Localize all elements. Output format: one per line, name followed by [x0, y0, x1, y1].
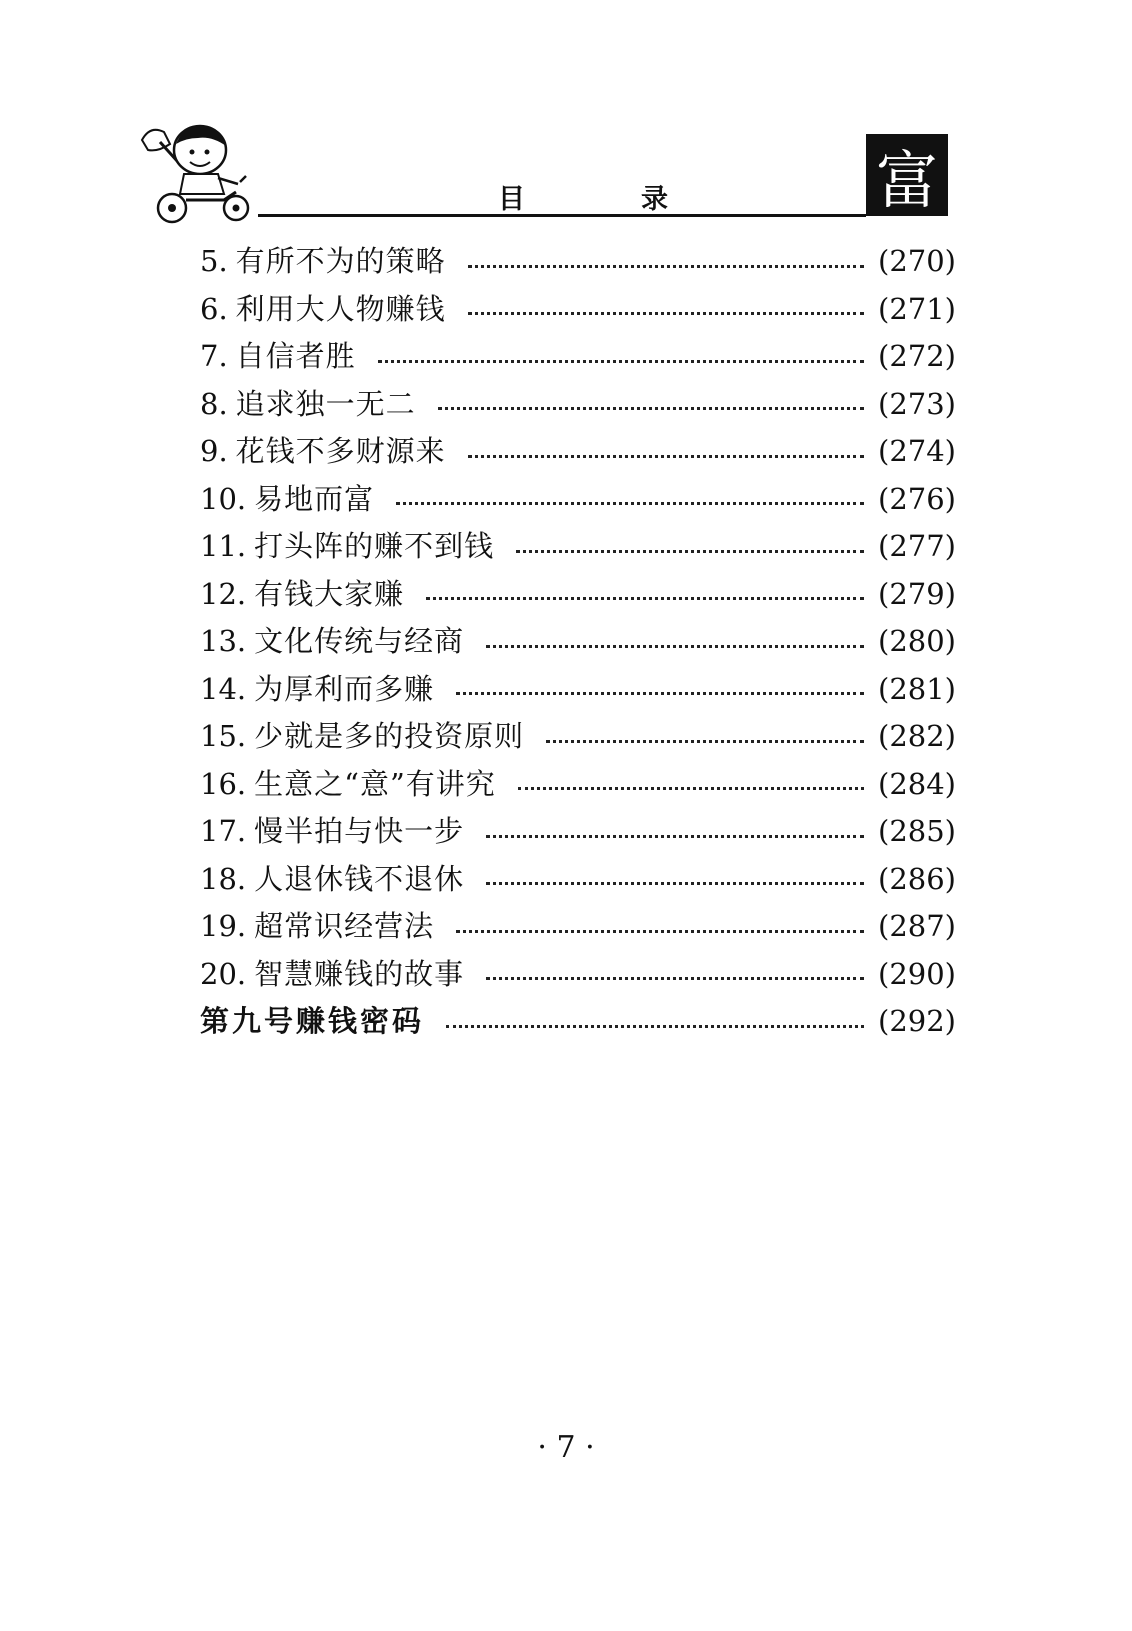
toc-entry-number: 6. — [200, 291, 228, 326]
toc-entry-page: (285) — [878, 814, 956, 849]
dot-leader — [516, 549, 864, 553]
toc-entry-number: 8. — [200, 386, 228, 421]
toc-entry[interactable] — [200, 903, 956, 951]
toc-entry-number: 14. — [200, 671, 247, 706]
toc-entry[interactable] — [200, 333, 956, 381]
toc-entry-title: 智慧赚钱的故事 — [254, 956, 465, 991]
toc-entry-title: 超常识经营法 — [254, 909, 435, 944]
dot-leader — [378, 359, 864, 363]
toc-entry-number: 5. — [200, 244, 228, 279]
toc-entry-page: (281) — [878, 671, 956, 706]
toc-entry-page: (279) — [878, 576, 956, 611]
toc-entry-label — [200, 909, 435, 944]
toc-entry-number: 18. — [200, 861, 247, 896]
toc-entry-page: (280) — [878, 624, 956, 659]
toc-entry-page: (271) — [878, 291, 956, 326]
toc-entry[interactable] — [200, 571, 956, 619]
toc-entry-title: 慢半拍与快一步 — [254, 814, 465, 849]
toc-entry-label — [200, 244, 446, 279]
toc-entry-label — [200, 624, 465, 659]
header-title-right: 录 — [641, 183, 668, 215]
toc-entry-page: (287) — [878, 909, 956, 944]
toc-entry-number: 9. — [200, 434, 228, 469]
page-number: · 7 · — [537, 1430, 595, 1465]
dot-leader — [456, 691, 864, 695]
toc-entry-label — [200, 719, 525, 754]
toc-entry-number: 15. — [200, 719, 247, 754]
toc-entry-number: 20. — [200, 956, 247, 991]
toc-entry-label — [200, 529, 495, 564]
dot-leader — [446, 1024, 864, 1028]
toc-entry-label — [200, 434, 446, 469]
dot-leader — [486, 976, 864, 980]
dot-leader — [468, 311, 864, 315]
toc-entry-title: 利用大人物赚钱 — [235, 291, 446, 326]
toc-entry-page: (272) — [878, 339, 956, 374]
dot-leader — [426, 596, 864, 600]
toc-entry[interactable] — [200, 428, 956, 476]
dot-leader — [396, 501, 864, 505]
toc-entry-page: (286) — [878, 861, 956, 896]
toc-entry-title: 人退休钱不退休 — [254, 861, 465, 896]
header-rule — [258, 214, 866, 217]
toc-entry-label — [200, 386, 416, 421]
toc-entry-title: 追求独一无二 — [235, 386, 416, 421]
toc-entry-title: 自信者胜 — [235, 339, 356, 374]
toc-entry-title: 有所不为的策略 — [235, 244, 446, 279]
toc-entry-title: 文化传统与经商 — [254, 624, 465, 659]
toc-entry-title: 有钱大家赚 — [254, 576, 405, 611]
toc-entry-label — [200, 339, 356, 374]
header-title-left: 目 — [498, 183, 525, 215]
toc-entry-title: 少就是多的投资原则 — [254, 719, 525, 754]
toc-entry-number: 7. — [200, 339, 228, 374]
toc-entry[interactable] — [200, 618, 956, 666]
toc-entry-label — [200, 1004, 425, 1039]
toc-entry[interactable] — [200, 856, 956, 904]
toc-entry[interactable] — [200, 761, 956, 809]
corner-badge — [866, 134, 948, 216]
cartoon-boy-on-tricycle-icon — [140, 120, 260, 225]
dot-leader — [486, 834, 864, 838]
toc-entry-label — [200, 291, 446, 326]
page-header — [0, 0, 1132, 230]
toc-entry-number: 17. — [200, 814, 247, 849]
toc-entry[interactable] — [200, 713, 956, 761]
toc-entry-label — [200, 576, 405, 611]
dot-leader — [456, 929, 864, 933]
toc-entry-number: 16. — [200, 766, 247, 801]
toc-entry-page: (274) — [878, 434, 956, 469]
table-of-contents — [200, 238, 956, 1046]
toc-entry[interactable] — [200, 476, 956, 524]
toc-entry-label — [200, 814, 465, 849]
toc-entry-page: (270) — [878, 244, 956, 279]
toc-entry[interactable] — [200, 808, 956, 856]
dot-leader — [438, 406, 864, 410]
toc-entry-title: 花钱不多财源来 — [235, 434, 446, 469]
dot-leader — [546, 739, 864, 743]
toc-entry[interactable] — [200, 381, 956, 429]
toc-entry-title: 为厚利而多赚 — [254, 671, 435, 706]
toc-entry-title: 易地而富 — [254, 481, 375, 516]
toc-entry-number: 11. — [200, 529, 247, 564]
corner-badge-char: 富 — [875, 143, 938, 217]
toc-entry-number: 19. — [200, 909, 247, 944]
toc-entry-title: 第九号赚钱密码 — [200, 1004, 425, 1039]
toc-entry[interactable] — [200, 238, 956, 286]
toc-entry-page: (284) — [878, 766, 956, 801]
toc-entry-page: (292) — [878, 1004, 956, 1039]
toc-entry-page: (276) — [878, 481, 956, 516]
toc-entry-label — [200, 481, 375, 516]
toc-entry-number: 10. — [200, 481, 247, 516]
dot-leader — [468, 454, 864, 458]
toc-entry-page: (273) — [878, 386, 956, 421]
header-title — [498, 178, 668, 214]
dot-leader — [486, 881, 864, 885]
toc-entry[interactable] — [200, 523, 956, 571]
toc-entry-label — [200, 956, 465, 991]
dot-leader — [486, 644, 864, 648]
toc-entry-title: 打头阵的赚不到钱 — [254, 529, 495, 564]
dot-leader — [518, 786, 864, 790]
dot-leader — [468, 264, 864, 268]
toc-entry-number: 13. — [200, 624, 247, 659]
toc-entry-label — [200, 671, 435, 706]
toc-entry-number: 12. — [200, 576, 247, 611]
toc-entry-page: (290) — [878, 956, 956, 991]
toc-entry-page: (277) — [878, 529, 956, 564]
toc-entry-page: (282) — [878, 719, 956, 754]
toc-entry-label — [200, 766, 496, 801]
toc-entry[interactable] — [200, 666, 956, 714]
toc-entry[interactable] — [200, 286, 956, 334]
toc-entry-title: 生意之“意”有讲究 — [254, 766, 496, 801]
toc-entry[interactable] — [200, 998, 956, 1046]
toc-entry-label — [200, 861, 465, 896]
toc-entry[interactable] — [200, 951, 956, 999]
